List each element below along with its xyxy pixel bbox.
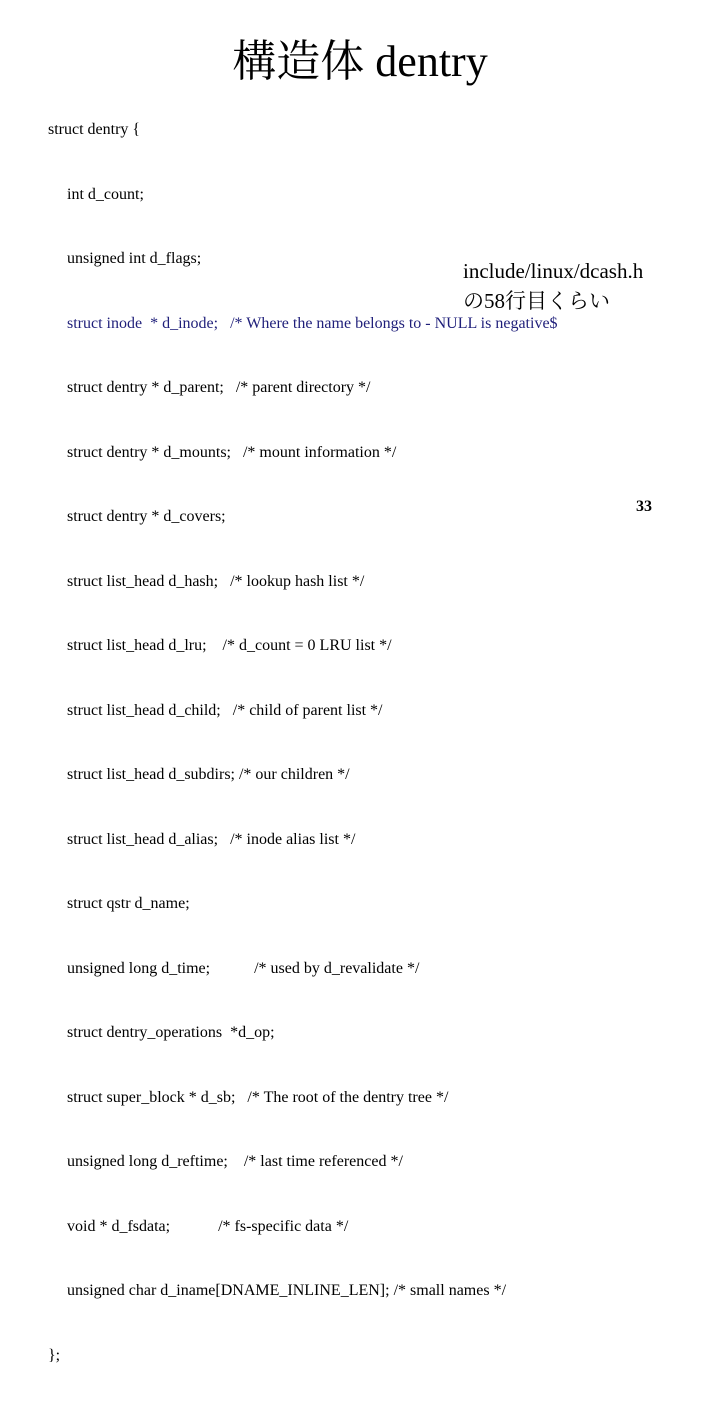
field-d-hash: struct list_head d_hash; /* lookup hash list */ bbox=[67, 572, 365, 590]
field-d-flags: unsigned int d_flags; bbox=[67, 250, 202, 267]
field-d-mounts: struct dentry * d_mounts; /* mount information */ bbox=[67, 443, 397, 461]
line-number-note: の58行目くらい bbox=[463, 289, 610, 313]
source-location-note bbox=[463, 256, 643, 316]
struct-open-line: struct dentry { bbox=[48, 121, 141, 138]
field-d-op: struct dentry_operations *d_op; bbox=[67, 1024, 275, 1041]
field-d-time: unsigned long d_time; /* used by d_revalidate */ bbox=[67, 959, 420, 977]
page-number: 33 bbox=[636, 498, 652, 515]
field-d-subdirs: struct list_head d_subdirs; /* our children */ bbox=[67, 766, 350, 783]
slide-title: 構造体 dentry bbox=[232, 37, 488, 86]
header-file-path: include/linux/dcash.h bbox=[463, 259, 644, 283]
field-d-lru: struct list_head d_lru; /* d_count = 0 LRU list */ bbox=[67, 637, 392, 654]
field-d-sb: struct super_block * d_sb; /* The root of the dentry tree */ bbox=[67, 1088, 449, 1106]
field-d-fsdata: void * d_fsdata; /* fs-specific data */ bbox=[67, 1217, 349, 1235]
field-d-inode: struct inode * d_inode; /* Where the name belongs to - NULL is negative$ bbox=[67, 314, 558, 332]
struct-close-line: }; bbox=[48, 1346, 61, 1364]
field-d-count: int d_count; bbox=[67, 185, 144, 203]
field-d-covers: struct dentry * d_covers; bbox=[67, 508, 226, 525]
field-d-iname: unsigned char d_iname[DNAME_INLINE_LEN]; /* small names */ bbox=[67, 1282, 507, 1299]
field-d-child: struct list_head d_child; /* child of parent list */ bbox=[67, 701, 383, 719]
field-d-name: struct qstr d_name; bbox=[67, 895, 190, 912]
field-d-alias: struct list_head d_alias; /* inode alias list */ bbox=[67, 830, 356, 848]
field-d-reftime: unsigned long d_reftime; /* last time referenced */ bbox=[67, 1153, 403, 1170]
field-d-parent: struct dentry * d_parent; /* parent directory */ bbox=[67, 379, 371, 396]
